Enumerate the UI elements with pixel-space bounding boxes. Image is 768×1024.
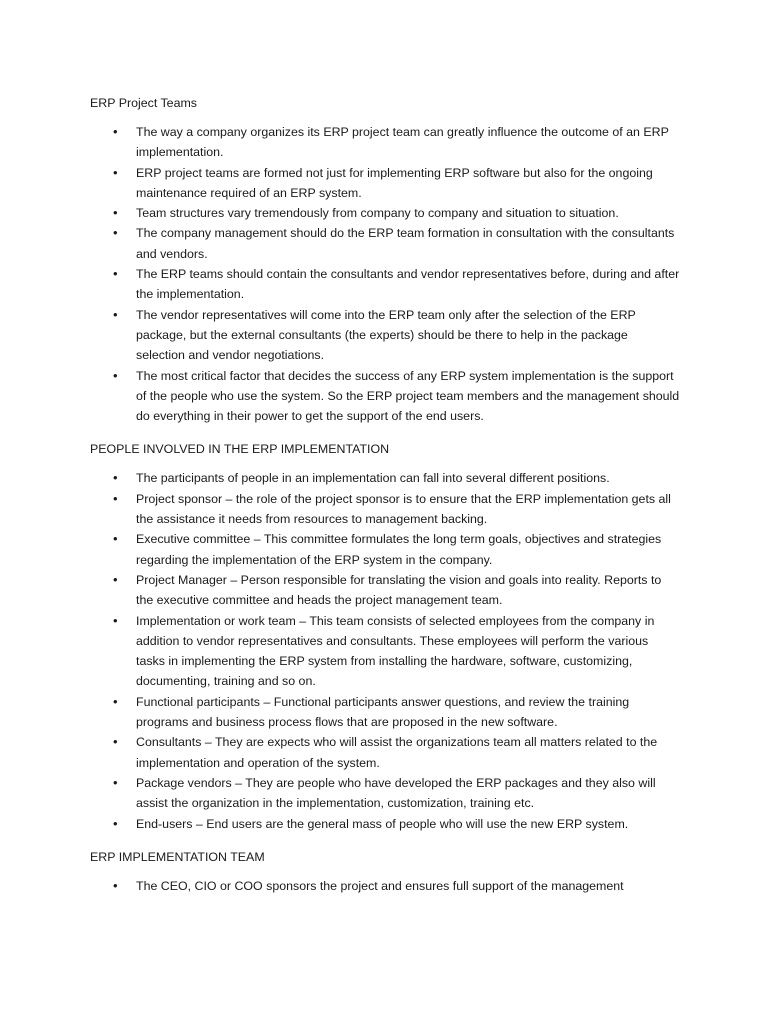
erp-project-teams-list bbox=[90, 122, 680, 426]
list-item bbox=[90, 570, 680, 611]
bullet-icon: • bbox=[113, 470, 118, 486]
list-item bbox=[90, 366, 680, 427]
list-item-text: The way a company organizes its ERP project team can greatly influence the outcome of an ERP implementation. bbox=[136, 125, 669, 160]
list-item bbox=[90, 264, 680, 305]
list-item-text: Implementation or work team – This team consists of selected employees from the company in addition to vendor representatives and consultants. These employees will perform the various tasks in implementing the ERP system from installing the hardware, software, customizing, documenting, training and so on. bbox=[136, 613, 655, 689]
list-item bbox=[90, 468, 680, 488]
list-item bbox=[90, 163, 680, 204]
bullet-icon: • bbox=[113, 164, 118, 180]
list-item-text: End-users – End users are the general mass of people who will use the new ERP system. bbox=[136, 816, 629, 831]
list-item bbox=[90, 876, 680, 896]
list-item-text: The ERP teams should contain the consultants and vendor representatives before, during and after the implementation. bbox=[136, 267, 680, 302]
section-heading-erp-implementation-team: ERP IMPLEMENTATION TEAM bbox=[90, 849, 265, 864]
bullet-icon: • bbox=[113, 774, 118, 790]
bullet-icon: • bbox=[113, 612, 118, 628]
list-item bbox=[90, 773, 680, 814]
list-item bbox=[90, 122, 680, 163]
list-item-text: The most critical factor that decides the success of any ERP system implementation is the support of the people who use the system. So the ERP project team members and the management should do everything in their power to get the support of the end users. bbox=[136, 368, 680, 424]
bullet-icon: • bbox=[113, 693, 118, 709]
list-item-text: The participants of people in an implementation can fall into several different positions. bbox=[136, 471, 610, 486]
bullet-icon: • bbox=[113, 205, 118, 221]
bullet-icon: • bbox=[113, 306, 118, 322]
bullet-icon: • bbox=[113, 531, 118, 547]
bullet-icon: • bbox=[113, 367, 118, 383]
people-involved-list bbox=[90, 468, 680, 833]
bullet-icon: • bbox=[113, 571, 118, 587]
list-item-text: Project Manager – Person responsible for translating the vision and goals into reality. Reports to the executive committee and heads the project management team. bbox=[136, 572, 662, 608]
list-item bbox=[90, 305, 680, 366]
bullet-icon: • bbox=[113, 124, 118, 139]
bullet-icon: • bbox=[113, 225, 118, 241]
list-item bbox=[90, 529, 680, 570]
list-item bbox=[90, 732, 680, 773]
bullet-icon: • bbox=[113, 734, 118, 750]
bullet-icon: • bbox=[113, 266, 118, 282]
list-item-text: ERP project teams are formed not just for implementing ERP software but also for the ongoing maintenance required of an ERP system. bbox=[136, 165, 653, 200]
list-item-text: Functional participants – Functional participants answer questions, and review the training programs and business process flows that are proposed in the new software. bbox=[136, 694, 630, 730]
list-item-text: Team structures vary tremendously from company to company and situation to situation. bbox=[136, 206, 619, 221]
list-item bbox=[90, 489, 680, 530]
list-item-text: Executive committee – This committee formulates the long term goals, objectives and strategies regarding the implementation of the ERP system in the company. bbox=[136, 532, 662, 567]
bullet-icon: • bbox=[113, 877, 118, 893]
list-item bbox=[90, 611, 680, 692]
list-item bbox=[90, 814, 680, 834]
section-heading-erp-project-teams: ERP Project Teams bbox=[90, 96, 197, 110]
list-item bbox=[90, 692, 680, 733]
list-item-text: Consultants – They are expects who will assist the organizations team all matters related to the implementation and operation of the system. bbox=[136, 735, 658, 770]
bullet-icon: • bbox=[113, 815, 118, 831]
bullet-icon: • bbox=[113, 490, 118, 506]
section-heading-people-involved: PEOPLE INVOLVED IN THE ERP IMPLEMENTATION bbox=[90, 442, 390, 457]
list-item-text: Package vendors – They are people who have developed the ERP packages and they also will assist the organization in the implementation, customization, training etc. bbox=[136, 775, 656, 811]
list-item-text: The company management should do the ERP team formation in consultation with the consultants and vendors. bbox=[136, 226, 675, 261]
document-body bbox=[90, 93, 680, 910]
list-item-text: The CEO, CIO or COO sponsors the project and ensures full support of the management bbox=[136, 878, 624, 893]
list-item-text: The vendor representatives will come into the ERP team only after the selection of the ERP package, but the external consultants (the experts) should be there to help in the package selection and vendor negotiations. bbox=[136, 307, 636, 363]
list-item bbox=[90, 223, 680, 264]
list-item bbox=[90, 203, 680, 223]
list-item-text: Project sponsor – the role of the project sponsor is to ensure that the ERP implementation gets all the assistance it needs from resources to management backing. bbox=[136, 491, 671, 527]
erp-implementation-team-list bbox=[90, 876, 680, 896]
